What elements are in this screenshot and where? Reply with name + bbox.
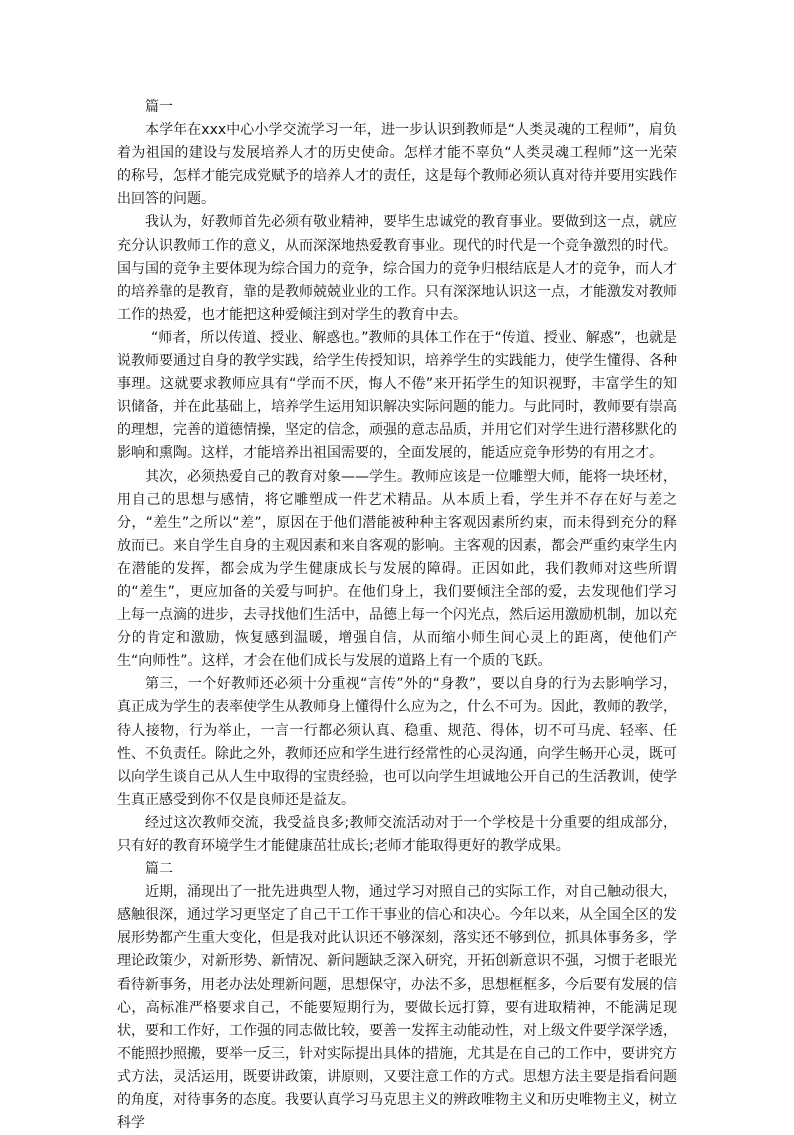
paragraph: 近期，涌现出了一批先进典型人物，通过学习对照自己的实际工作，对自己触动很大，感触很深，通过学习更坚定了自己干工作干事业的信心和决心。今年以来，从全国全区的发展形势都产生重大变化，但是我对此认识还不够深刻，落实还不够到位，抓具体事务多，学理论政策少，对新形势、新情况、新问题缺乏深入研究，开拓创新意识不强，习惯于老眼光看待新事务，用老办法处理新问题，思想保守，办法不多，思想框框多，今后要有发展的信心，高标准严格要求自己，不能要短期行为，要做长远打算，要有进取精神，不能满足现状，要和工作好，工作强的同志做比较，要善一发挥主动能动性，对上级文件要学深学透，不能照抄照搬，要举一反三，针对实际提出具体的措施，尤其是在自己的工作中，要讲究方式方法，灵活运用，既要讲政策，讲原则，又要注意工作的方式。思想方法主要是指看问题的角度，对待事务的态度。我要认真学习马克思主义的辨政唯物主义和历史唯物主义，树立科学 <box>117 884 677 1132</box>
paragraph: 其次，必须热爱自己的教育对象——学生。教师应该是一位雕塑大师，能将一块坯材，用自己的思想与感情，将它雕塑成一件艺术精品。从本质上看，学生并不存在好与差之分，“差生”之所以“差”，原因在于他们潜能被种种主客观因素所约束，而未得到充分的释放而已。来自学生自身的主观因素和来自客观的影响。主客观的因素，都会严重约束学生内在潜能的发挥，都会成为学生健康成长与发展的障碍。正因如此，我们教师对这些所谓的“差生”，更应加备的关爱与呵护。在他们身上，我们要倾注全部的爱，去发现他们学习上每一点滴的进步，去寻找他们生活中，品德上每一个闪光点，然后运用激励机制，加以充分的肯定和激励，恢复感到温暖，增强自信，从而缩小师生间心灵上的距离，使他们产生“向师性”。这样，才会在他们成长与发展的道路上有一个质的飞跃。 <box>117 468 677 670</box>
section-heading-1: 篇一 <box>145 99 173 115</box>
paragraph: 我认为，好教师首先必须有敬业精神，要毕生忠诚党的教育事业。要做到这一点，就应充分认识教师工作的意义，从而深深地热爱教育事业。现代的时代是一个竞争激烈的时代。国与国的竞争主要体现为综合国力的竞争，综合国力的竞争归根结底是人才的竞争，而人才的培养靠的是教育，靠的是教师兢兢业业的工作。只有深深地认识这一点，才能激发对教师工作的热爱，也才能把这种爱倾注到对学生的教育中去。 <box>117 214 677 323</box>
paragraph: 经过这次教师交流，我受益良多;教师交流活动对于一个学校是十分重要的组成部分，只有好的教育环境学生才能健康茁壮成长;老师才能取得更好的教学成果。 <box>117 814 677 854</box>
paragraph: 第三，一个好教师还必须十分重视“言传”外的“身教”，要以自身的行为去影响学习，真正成为学生的表率使学生从教师身上懂得什么应为之，什么不可为。因此，教师的教学，待人接物，行为举止，一言一行都必须认真、稳重、规范、得体，切不可马虎、轻率、任性、不负责任。除此之外，教师还应和学生进行经常性的心灵沟通，向学生畅开心灵，既可以向学生谈自己从人生中取得的宝贵经验，也可以向学生坦诚地公开自己的生活教训，使学生真正感受到你不仅是良师还是益友。 <box>117 676 677 808</box>
paragraph: 本学年在xxx中心小学交流学习一年，进一步认识到教师是“人类灵魂的工程师”，肩负着为祖国的建设与发展培养人才的历史使命。怎样才能不辜负“人类灵魂工程师”这一光荣的称号，怎样才能完成党赋予的培养人才的责任，这是每个教师必须认真对待并要用实践作出回答的问题。 <box>117 122 677 208</box>
paragraph: “师者，所以传道、授业、解惑也。”教师的具体工作在于“传道、授业、解惑”，也就是说教师要通过自身的教学实践，给学生传授知识，培养学生的实践能力，使学生懂得、各种事理。这就要求教师应具有“学而不厌，悔人不倦”来开拓学生的知识视野，丰富学生的知识储备，并在此基础上，培养学生运用知识解决实际问题的能力。与此同时，教师要有崇高的理想，完善的道德情操，坚定的信念，顽强的意志品质，并用它们对学生进行潜移默化的影响和熏陶。这样，才能培养出祖国需要的，全面发展的，能适应竞争形势的有用之才。 <box>117 329 678 462</box>
document-page <box>117 96 677 1135</box>
section-heading-2: 篇二 <box>145 861 173 878</box>
